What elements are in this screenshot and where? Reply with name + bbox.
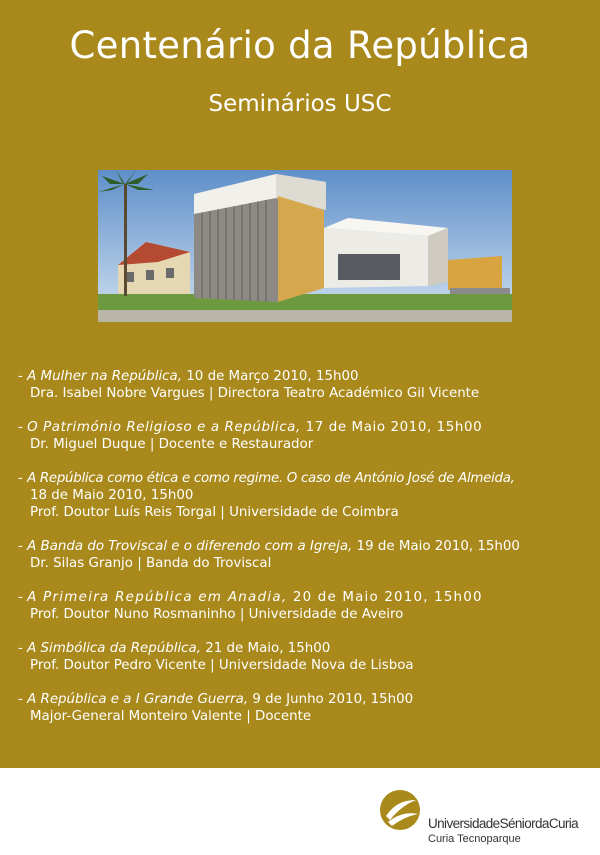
seminar-date: 19 de Maio 2010, 15h00	[352, 539, 520, 554]
list-item	[18, 640, 588, 674]
seminar-speaker: Dr. Miguel Duque | Docente e Restaurador	[30, 437, 314, 452]
seminar-prefix: -	[18, 641, 28, 656]
seminar-prefix: -	[18, 539, 28, 554]
seminar-date: 10 de Março 2010, 15h00	[182, 369, 359, 384]
seminar-title: A Simbólica da República,	[27, 641, 201, 656]
seminar-date: 20 de Maio 2010, 15h00	[287, 590, 483, 605]
seminar-speaker: Prof. Doutor Luís Reis Torgal | Universidade de Coimbra	[30, 505, 399, 520]
seminar-speaker: Dra. Isabel Nobre Vargues | Directora Teatro Académico Gil Vicente	[30, 386, 480, 401]
list-item	[18, 538, 588, 572]
seminar-date: 21 de Maio, 15h00	[201, 641, 331, 656]
seminar-prefix: -	[18, 471, 28, 486]
leaf-logo-icon	[376, 786, 428, 838]
seminar-title: A República como ética e como regime. O caso de António José de Almeida,	[27, 471, 515, 486]
seminar-date: 18 de Maio 2010, 15h00	[30, 488, 194, 503]
seminar-date: 9 de Junho 2010, 15h00	[248, 692, 414, 707]
list-item	[18, 691, 588, 725]
list-item	[18, 368, 588, 402]
seminar-speaker: Prof. Doutor Pedro Vicente | Universidade Nova de Lisboa	[30, 658, 414, 673]
logo-subtitle: Curia Tecnoparque	[428, 833, 521, 845]
seminar-title: A República e a I Grande Guerra,	[27, 692, 249, 707]
seminar-list	[18, 368, 588, 742]
seminar-prefix: -	[18, 692, 28, 707]
seminar-date: 17 de Maio 2010, 15h00	[300, 420, 483, 435]
seminar-speaker: Dr. Silas Granjo | Banda do Troviscal	[30, 556, 272, 571]
seminar-title: A Banda do Troviscal e o diferendo com a Igreja,	[27, 539, 353, 554]
list-item	[18, 589, 588, 623]
seminar-prefix: -	[18, 420, 28, 435]
page-subtitle: Seminários USC	[208, 91, 392, 117]
logo-name: UniversidadeSéniordaCuria	[428, 816, 579, 831]
usc-logo	[376, 782, 596, 852]
list-item	[18, 470, 588, 521]
seminar-title: O Património Religioso e a República,	[27, 420, 301, 435]
seminar-speaker: Major-General Monteiro Valente | Docente	[30, 709, 312, 724]
building-photo	[98, 170, 512, 322]
seminar-speaker: Prof. Doutor Nuno Rosmaninho | Universidade de Aveiro	[30, 607, 404, 622]
page-title: Centenário da República	[69, 24, 531, 67]
seminar-title: A Mulher na República,	[27, 369, 183, 384]
seminar-prefix: -	[18, 590, 28, 605]
seminar-title: A Primeira República em Anadia,	[27, 590, 288, 605]
seminar-prefix: -	[18, 369, 28, 384]
list-item	[18, 419, 588, 453]
